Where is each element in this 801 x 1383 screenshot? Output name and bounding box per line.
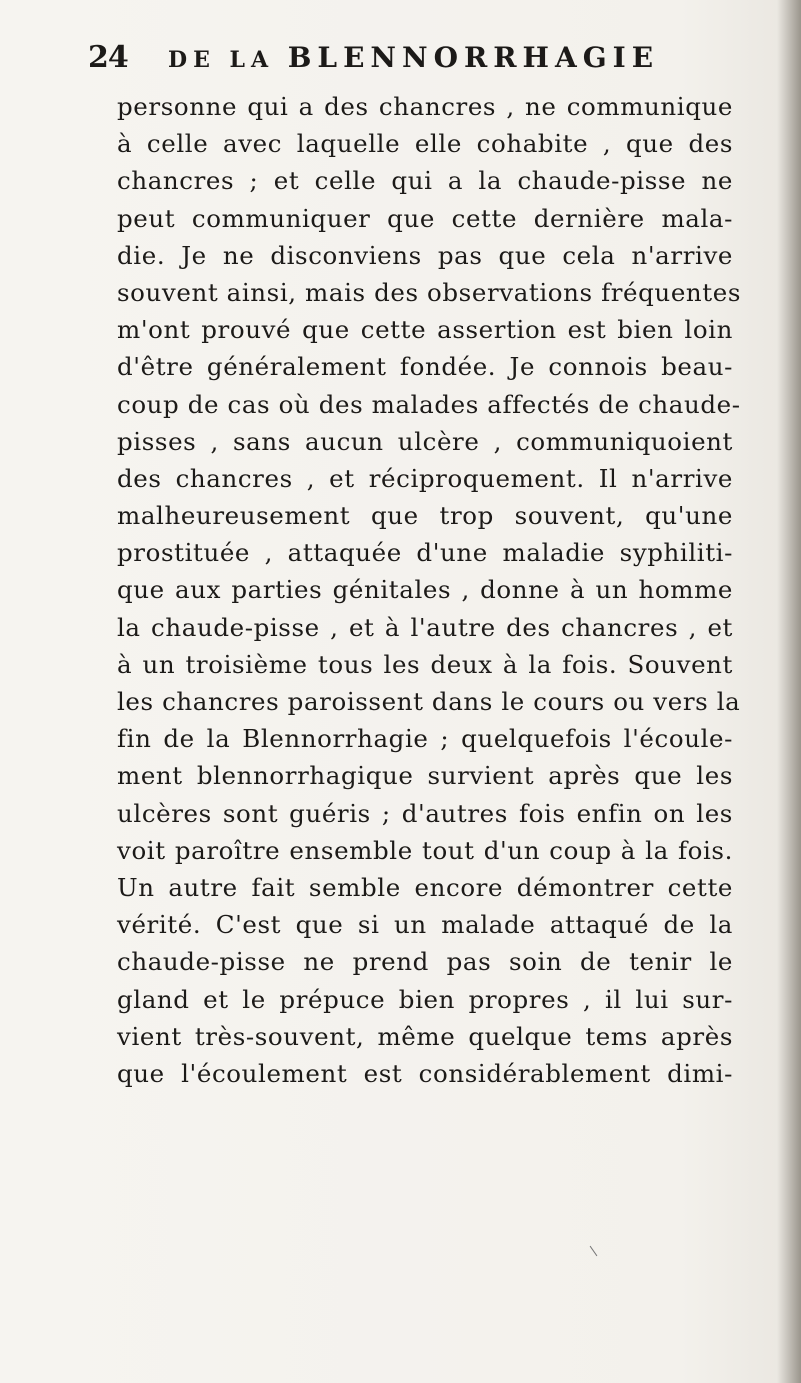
text-line: prostituée , attaquée d'une maladie syphiliti- bbox=[117, 538, 733, 568]
text-line: peut communiquer que cette dernière mala- bbox=[117, 203, 733, 233]
text-line: souvent ainsi, mais des observations fréquentes bbox=[117, 277, 742, 307]
text-line: coup de cas où des malades affectés de chaude- bbox=[117, 389, 741, 419]
text-line: que l'écoulement est considérablement dimi- bbox=[117, 1058, 733, 1088]
text-line: d'être généralement fondée. Je connois beau- bbox=[117, 352, 733, 382]
text-line: les chancres paroissent dans le cours ou vers la bbox=[117, 687, 741, 716]
text-line: chancres ; et celle qui a la chaude-pisse ne bbox=[117, 166, 733, 196]
page-number: 24 bbox=[88, 40, 128, 75]
text-line: voit paroître ensemble tout d'un coup à la fois. bbox=[117, 835, 733, 865]
text-line: m'ont prouvé que cette assertion est bien loin bbox=[117, 315, 733, 345]
running-title bbox=[168, 41, 659, 74]
text-line: la chaude-pisse , et à l'autre des chancres , et bbox=[117, 612, 733, 642]
text-line: malheureusement que trop souvent, qu'une bbox=[117, 501, 733, 531]
text-line: Un autre fait semble encore démontrer cette bbox=[117, 872, 733, 902]
running-title-prefix: DE LA bbox=[168, 47, 275, 73]
text-line: ulcères sont guéris ; d'autres fois enfin on les bbox=[117, 798, 733, 828]
stray-ink-mark bbox=[590, 1246, 598, 1256]
text-line: à un troisième tous les deux à la fois. Souvent bbox=[117, 649, 733, 679]
text-line: gland et le prépuce bien propres , il lui sur- bbox=[117, 984, 733, 1014]
text-line: à celle avec laquelle elle cohabite , que des bbox=[117, 129, 733, 159]
running-title-main: BLENNORRHAGIE bbox=[287, 41, 660, 74]
text-line: vient très-souvent, même quelque tems après bbox=[117, 1021, 733, 1051]
text-line: que aux parties génitales , donne à un homme bbox=[117, 575, 733, 605]
text-line: des chancres , et réciproquement. Il n'arrive bbox=[117, 463, 733, 493]
text-line: die. Je ne disconviens pas que cela n'arrive bbox=[117, 240, 733, 270]
text-line: fin de la Blennorrhagie ; quelquefois l'écoule- bbox=[117, 724, 733, 754]
text-line: personne qui a des chancres , ne communique bbox=[117, 92, 733, 121]
text-line: vérité. C'est que si un malade attaqué de la bbox=[117, 910, 733, 940]
text-line: pisses , sans aucun ulcère , communiquoient bbox=[117, 426, 733, 456]
text-line: ment blennorrhagique survient après que les bbox=[117, 761, 733, 791]
page-header bbox=[88, 40, 708, 80]
text-line: chaude-pisse ne prend pas soin de tenir le bbox=[117, 947, 733, 977]
body-text bbox=[117, 88, 742, 1092]
